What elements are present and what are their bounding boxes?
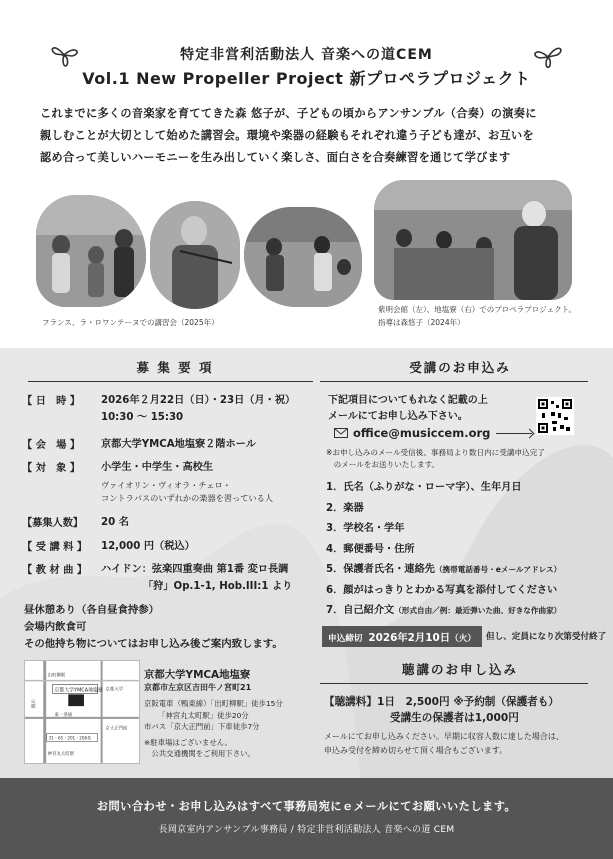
page-title: Vol.1 New Propeller Project 新プロペラプロジェクト [82, 69, 531, 88]
item-note: （携帯電話番号・eメールアドレス） [434, 565, 562, 574]
photo-rehearsal-france [36, 195, 146, 307]
list-item [326, 560, 561, 581]
row-value-line: コントラバスのいずれかの楽器を習っている人 [101, 493, 273, 503]
venue-note: 公共交通機関をご利用下さい。 [144, 749, 255, 758]
footer-contact: お問い合わせ・お申し込みはすべて事務局宛にｅメールにてお願いいたします。 [96, 800, 517, 813]
divider [28, 381, 313, 382]
item-text: 6．顔がはっきりとわかる写真を添付してください [326, 584, 558, 596]
list-item [326, 519, 561, 540]
intro-text [40, 103, 580, 169]
photo-caption [378, 303, 576, 329]
row-value-line: 2026年２月22日（日）・23日（月・祝） [101, 395, 296, 406]
list-item [326, 499, 561, 520]
venue-access-line: 京阪電車（鴨東線）「出町柳駅」徒歩15分 [144, 699, 283, 708]
map-label-busstop: 京大正門前 [105, 726, 128, 732]
apply-note-line: ※お申し込みのメール受信後、事務局より数日内に受講申込完了 [326, 448, 545, 457]
org-name: 特定非営利活動法人 音楽への道CEM [180, 47, 433, 63]
item-text: 4．郵便番号・住所 [326, 543, 415, 555]
item-text: 2．楽器 [326, 502, 364, 514]
row-value: 小学生・中学生・高校生 [101, 462, 214, 473]
photo-caption: フランス、ラ・ロワンテーヌでの講習会（2025年） [42, 318, 219, 327]
apply-heading: 受講のお申込み [409, 360, 511, 375]
fee-line: 【聴講料】1日 2,500円 ※予約制（保護者も） [324, 696, 559, 708]
arrow-right-icon [496, 433, 532, 434]
venue-info [144, 668, 283, 760]
item-text: 3．学校名・学年 [326, 523, 405, 534]
listen-note-line: メールにてお申し込みください。早期に収容人数に達した場合は、 [324, 732, 564, 741]
photo-violin-teacher [150, 201, 240, 309]
extra-line: その他持ち物についてはお申し込み後ご案内致します。 [24, 638, 283, 650]
map-label-campus: 京都大学 [105, 687, 124, 693]
intro-line: 親しむことが大切として始めた講習会。環境や楽器の経験もそれぞれ違う子ども達が、お互いを [40, 129, 534, 142]
deadline-day: （火） [450, 633, 476, 644]
extra-line: 会場内飲食可 [24, 621, 87, 633]
map-label-station: 出町柳駅 [47, 673, 66, 679]
venue-address: 京都市左京区吉田牛ノ宮町21 [144, 683, 252, 692]
map-label-river: 鴨川 [31, 699, 37, 709]
deadline-banner [322, 626, 607, 646]
photo-conductor-lesson [374, 180, 572, 300]
row-value: 京都大学YMCA地塩寮２階ホール [101, 439, 256, 450]
footer-org: 長岡京室内アンサンブル事務局 / 特定非営利活動法人 音楽への道 CEM [158, 825, 455, 835]
map-label-bus: 31・65・201・206系 [48, 735, 92, 741]
listen-heading: 聴講のお申し込み [401, 662, 518, 677]
list-item [326, 581, 561, 602]
propeller-icon [530, 42, 566, 72]
venue-note: ※駐車場はございません。 [144, 737, 232, 747]
row-value-line: 「狩」Op.1-1, Hob.III:1 より [143, 581, 293, 592]
deadline-note: 但し、定員になり次第受付終了 [485, 632, 607, 642]
apply-intro-line: メールにてお申し込み下さい。 [328, 411, 468, 422]
recruit-heading: 募 集 要 項 [136, 360, 214, 375]
email-link[interactable]: office@musiccem.org [353, 426, 491, 440]
apply-intro [328, 393, 488, 425]
map-label-station2: 神宮丸太町駅 [47, 752, 75, 758]
extra-line: 昼休憩あり（各自昼食持参） [24, 604, 160, 616]
row-value-line: 10:30 ～ 15:30 [101, 412, 184, 423]
list-item [326, 601, 561, 622]
item-text: 1．氏名（ふりがな・ローマ字）、生年月日 [326, 482, 522, 493]
list-item [326, 540, 561, 561]
listen-note [324, 730, 564, 758]
item-text: 7．自己紹介文 [326, 605, 395, 616]
map-label-building: 京都大学YMCA地塩寮 [54, 687, 103, 694]
intro-line: これまでに多くの音楽家を育ててきた森 悠子が、子どもの頃からアンサンブル（合奏）の演奏に [40, 107, 537, 120]
apply-note [326, 447, 545, 471]
apply-intro-line: 下記項目についてもれなく記載の上 [328, 395, 488, 406]
row-value [101, 561, 292, 595]
row-label: 【募集人数】 [22, 518, 84, 529]
access-map [24, 660, 140, 764]
row-label: 【 日 時 】 [22, 396, 81, 407]
row-value-line: ヴァイオリン・ヴィオラ・チェロ・ [101, 480, 231, 490]
email-row [334, 426, 490, 440]
fee-line: 受講生の保護者は1,000円 [390, 712, 519, 724]
map-label-street: 東一条通 [54, 712, 73, 718]
deadline-label: 申込締切 [328, 633, 363, 644]
row-value: 12,000 円（税込） [101, 541, 195, 552]
venue-access-line: 市バス「京大正門前」下車徒歩7分 [144, 722, 260, 731]
row-label: 【 教 材 曲 】 [22, 565, 88, 576]
intro-line: 認め合って美しいハーモニーを生み出していく楽しさ、面白さを合奏練習を通じて学びます [40, 151, 511, 164]
footer [0, 778, 613, 859]
venue-name: 京都大学YMCA地塩寮 [144, 669, 251, 681]
apply-note-line: のメールをお送りいたします。 [326, 460, 440, 469]
row-value [101, 392, 295, 426]
mail-icon [334, 428, 348, 438]
listen-fee [324, 694, 559, 726]
row-label: 【 対 象 】 [22, 463, 81, 474]
list-item [326, 478, 561, 499]
listen-note-line: 申込み受付を締め切らせて頂く場合もございます。 [324, 746, 508, 755]
apply-items-list [326, 478, 561, 622]
extra-info [24, 602, 283, 653]
item-text: 5．保護者氏名・連絡先 [326, 564, 435, 575]
venue-marker [68, 694, 84, 706]
deadline-box [322, 626, 482, 647]
header [0, 0, 613, 98]
photo-caption-line: 紫明会館（左）、地塩寮（右）でのプロペラプロジェクト。 [378, 305, 576, 314]
row-value: 20 名 [101, 517, 129, 528]
item-note: （形式自由／例：最近弾いた曲、好きな作曲家） [394, 606, 562, 615]
photo-collage [0, 185, 613, 330]
qr-code[interactable] [536, 397, 574, 435]
row-value-line: ハイドン：弦楽四重奏曲 第1番 変ロ長調 [101, 564, 289, 575]
deadline-date: 2026年2月10日 [368, 631, 451, 644]
row-label: 【 受 講 料 】 [22, 542, 88, 553]
row-value [101, 479, 273, 505]
photo-caption-line: 指導は森悠子（2024年） [378, 318, 465, 327]
divider [320, 683, 588, 684]
venue-access-line: 「神宮丸太町駅」徒歩20分 [158, 710, 249, 720]
row-label: 【 会 場 】 [22, 440, 81, 451]
divider [320, 381, 588, 382]
photo-cello-ensemble [244, 207, 362, 307]
